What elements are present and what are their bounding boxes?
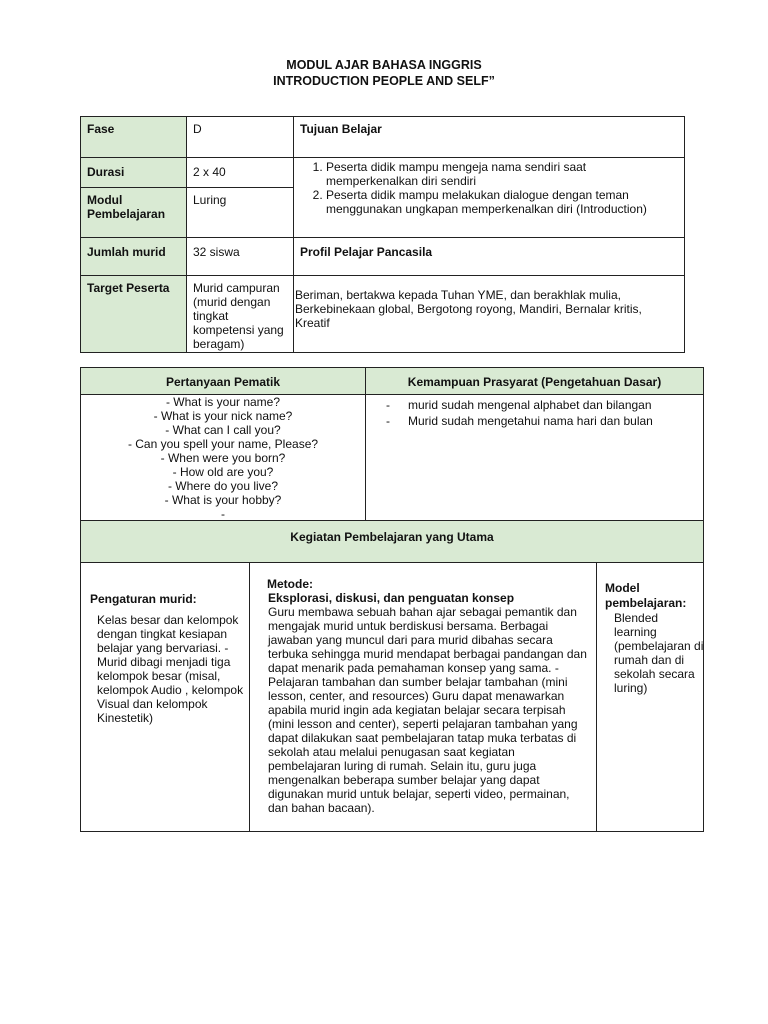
- durasi-value: 2 x 40: [186, 157, 294, 188]
- fase-label: Fase: [80, 116, 187, 158]
- question-item: - How old are you?: [172, 465, 274, 479]
- tujuan-item: 2. Peserta didik mampu melakukan dialogue dengan teman menggunakan ungkapan memperkenalkan diri (Introduction): [326, 188, 678, 216]
- tujuan-content: [293, 157, 685, 238]
- prasyarat-content: [365, 394, 704, 521]
- target-label: Target Peserta: [80, 275, 187, 353]
- tujuan-list: [296, 160, 678, 216]
- question-item: - What can I call you?: [165, 423, 281, 437]
- model-title: Model pembelajaran:: [605, 581, 687, 610]
- profil-value: Beriman, bertakwa kepada Tuhan YME, dan berakhlak mulia, Berkebinekaan global, Bergotong royong, Mandiri, Bernalar kritis, Kreatif: [293, 275, 685, 353]
- metode-body: Guru membawa sebuah bahan ajar sebagai pemantik dan mengajak murid untuk berdiskusi bersama. Berbagai jawaban yang muncul dari para murid dibahas secara terbuka sehingga murid mendapat berbagai pandangan dan dapat menarik pada pemahaman konsep yang sama. - Pelajaran tambahan dan sumber belajar tambahan (mini lesson, center, and resources) Guru dapat menawarkan apabila murid ingin ada kegiatan belajar secara terpisah (mini lesson and center), seperti pelajaran tambahan yang dapat dilakukan saat pembelajaran tatap muka terbatas di sekolah atau melalui penugasan saat kegiatan pembelajaran luring di rumah. Selain itu, guru juga mengenalkan beberapa sumber belajar yang dapat digunakan murid untuk belajar, seperti video, permainan, dan bahan bacaan).: [268, 605, 587, 815]
- pemantik-content: [80, 394, 366, 521]
- prasyarat-item: - Murid sudah mengetahui nama hari dan bulan: [386, 413, 697, 429]
- pengaturan-body: Kelas besar dan kelompok dengan tingkat kesiapan belajar yang bervariasi. - Murid dibagi menjadi tiga kelompok besar (misal, kelompok Audio , kelompok Visual dan kelompok Kinestetik): [97, 613, 244, 725]
- question-item: -: [221, 507, 225, 521]
- pengaturan-title: Pengaturan murid:: [90, 592, 197, 606]
- kegiatan-header: Kegiatan Pembelajaran yang Utama: [80, 520, 704, 563]
- pemantik-header: Pertanyaan Pematik: [80, 367, 366, 395]
- tujuan-label: Tujuan Belajar: [293, 116, 685, 158]
- question-item: - Can you spell your name, Please?: [127, 437, 319, 451]
- model-cell: [596, 562, 704, 832]
- document-title: MODUL AJAR BAHASA INGGRIS: [286, 58, 482, 72]
- tujuan-item: 1. Peserta didik mampu mengeja nama sendiri saat memperkenalkan diri sendiri: [326, 160, 678, 188]
- prasyarat-list: [366, 397, 703, 429]
- metode-cell: [249, 562, 597, 832]
- durasi-label: Durasi: [80, 157, 187, 188]
- question-item: - Where do you live?: [167, 479, 279, 493]
- model-body: Blended learning (pembelajaran di rumah dan di sekolah secara luring): [614, 611, 704, 695]
- prasyarat-header: Kemampuan Prasyarat (Pengetahuan Dasar): [365, 367, 704, 395]
- fase-value: D: [186, 116, 294, 158]
- modul-value: Luring: [186, 187, 294, 238]
- question-item: - What is your hobby?: [164, 493, 282, 507]
- pengaturan-cell: [80, 562, 250, 832]
- metode-subtitle: Eksplorasi, diskusi, dan penguatan konsep: [268, 591, 515, 605]
- question-item: - What is your name?: [165, 395, 281, 409]
- question-item: - What is your nick name?: [153, 409, 293, 423]
- question-item: - When were you born?: [160, 451, 286, 465]
- prasyarat-item: - murid sudah mengenal alphabet dan bilangan: [386, 397, 697, 413]
- modul-label: Modul Pembelajaran: [80, 187, 187, 238]
- metode-title: Metode:: [267, 577, 313, 591]
- jumlah-label: Jumlah murid: [80, 237, 187, 276]
- document-subtitle: INTRODUCTION PEOPLE AND SELF”: [273, 74, 495, 88]
- profil-label: Profil Pelajar Pancasila: [293, 237, 685, 276]
- jumlah-value: 32 siswa: [186, 237, 294, 276]
- target-value: Murid campuran (murid dengan tingkat kompetensi yang beragam): [186, 275, 294, 353]
- question-list: [81, 395, 365, 521]
